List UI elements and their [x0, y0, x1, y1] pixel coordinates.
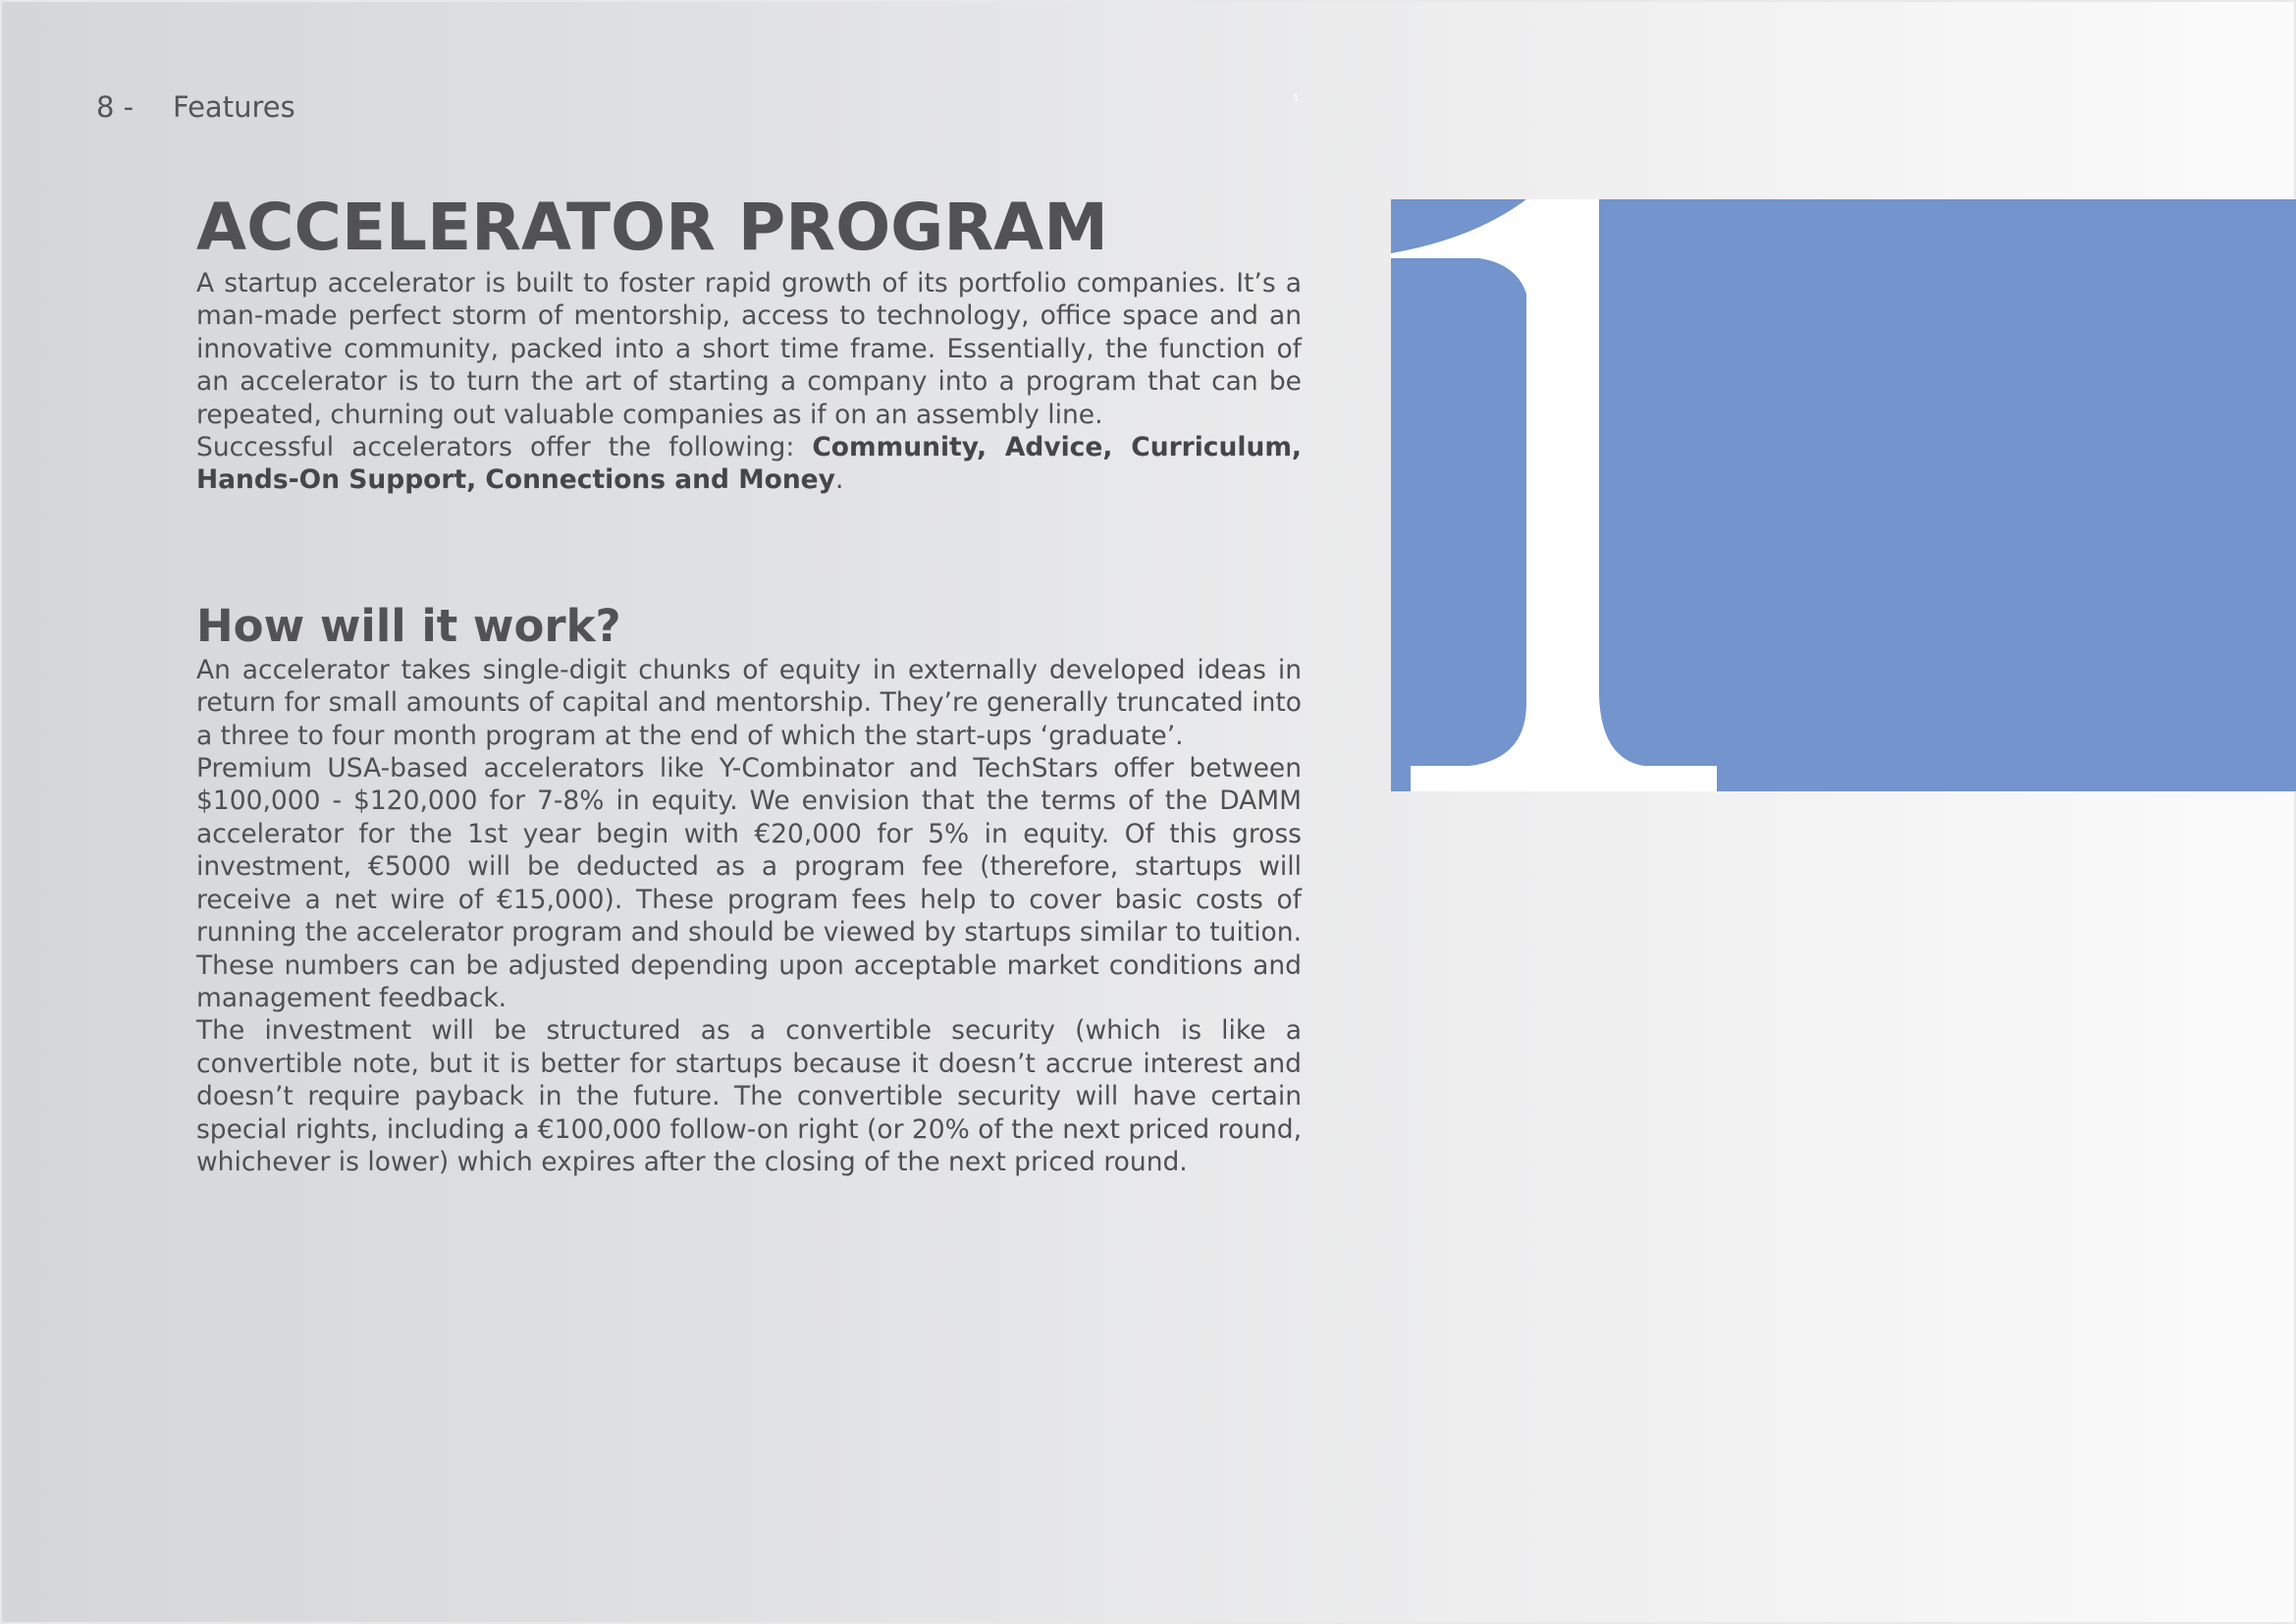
- offer-end: .: [834, 464, 844, 496]
- offer-paragraph: [196, 431, 1302, 497]
- page-header: [96, 90, 295, 124]
- intro-paragraph: A startup accelerator is built to foster rapid growth of its portfolio companies. It’s a man-made perfect storm of mentorship, access to technology, office space and an innovative community, packed into a short time frame. Essentially, the function of an accelerator is to turn the art of starting a company into a program that can be repeated, churning out valuable companies as if on an assembly line.: [196, 268, 1302, 430]
- offer-intro: Successful accelerators offer the following:: [196, 432, 813, 463]
- chapter-number-graphic: [1293, 93, 2296, 791]
- page-number: 8 -: [96, 90, 134, 124]
- terms-paragraph: Premium USA-based accelerators like Y-Combinator and TechStars offer between $100,000 - $120,000 for 7-8% in equity. We envision that the terms of the DAMM accelerator for the 1st year begin with €20,000 for 5% in equity. Of this gross investment, €5000 will be deducted as a program fee (therefore, startups will receive a net wire of €15,000). These program fees help to cover basic costs of running the accelerator program and should be viewed by startups similar to tuition. These numbers can be adjusted depending upon acceptable market conditions and management feedback.: [196, 753, 1302, 1013]
- main-column: [196, 189, 1302, 1178]
- section-subtitle: How will it work?: [196, 599, 621, 652]
- investment-paragraph: The investment will be structured as a convertible security (which is like a convertible note, but it is better for startups because it doesn’t accrue interest and doesn’t require payback in the future. The convertible security will have certain special rights, including a €100,000 follow-on right (or 20% of the next priced round, whichever is lower) which expires after the closing of the next priced round.: [196, 1015, 1302, 1177]
- offer-items: Community, Advice, Curriculum, Hands-On Support, Connections and Money: [196, 432, 1303, 496]
- numeral-text: 1: [1293, 93, 1300, 104]
- page-title: ACCELERATOR PROGRAM: [196, 189, 1108, 265]
- how-it-works-paragraph: An accelerator takes single-digit chunks of equity in externally developed ideas in return for small amounts of capital and mentorship. They’re generally truncated into a three to four month program at the end of which the start-ups ‘graduate’.: [196, 654, 1302, 751]
- section-label: Features: [173, 90, 295, 124]
